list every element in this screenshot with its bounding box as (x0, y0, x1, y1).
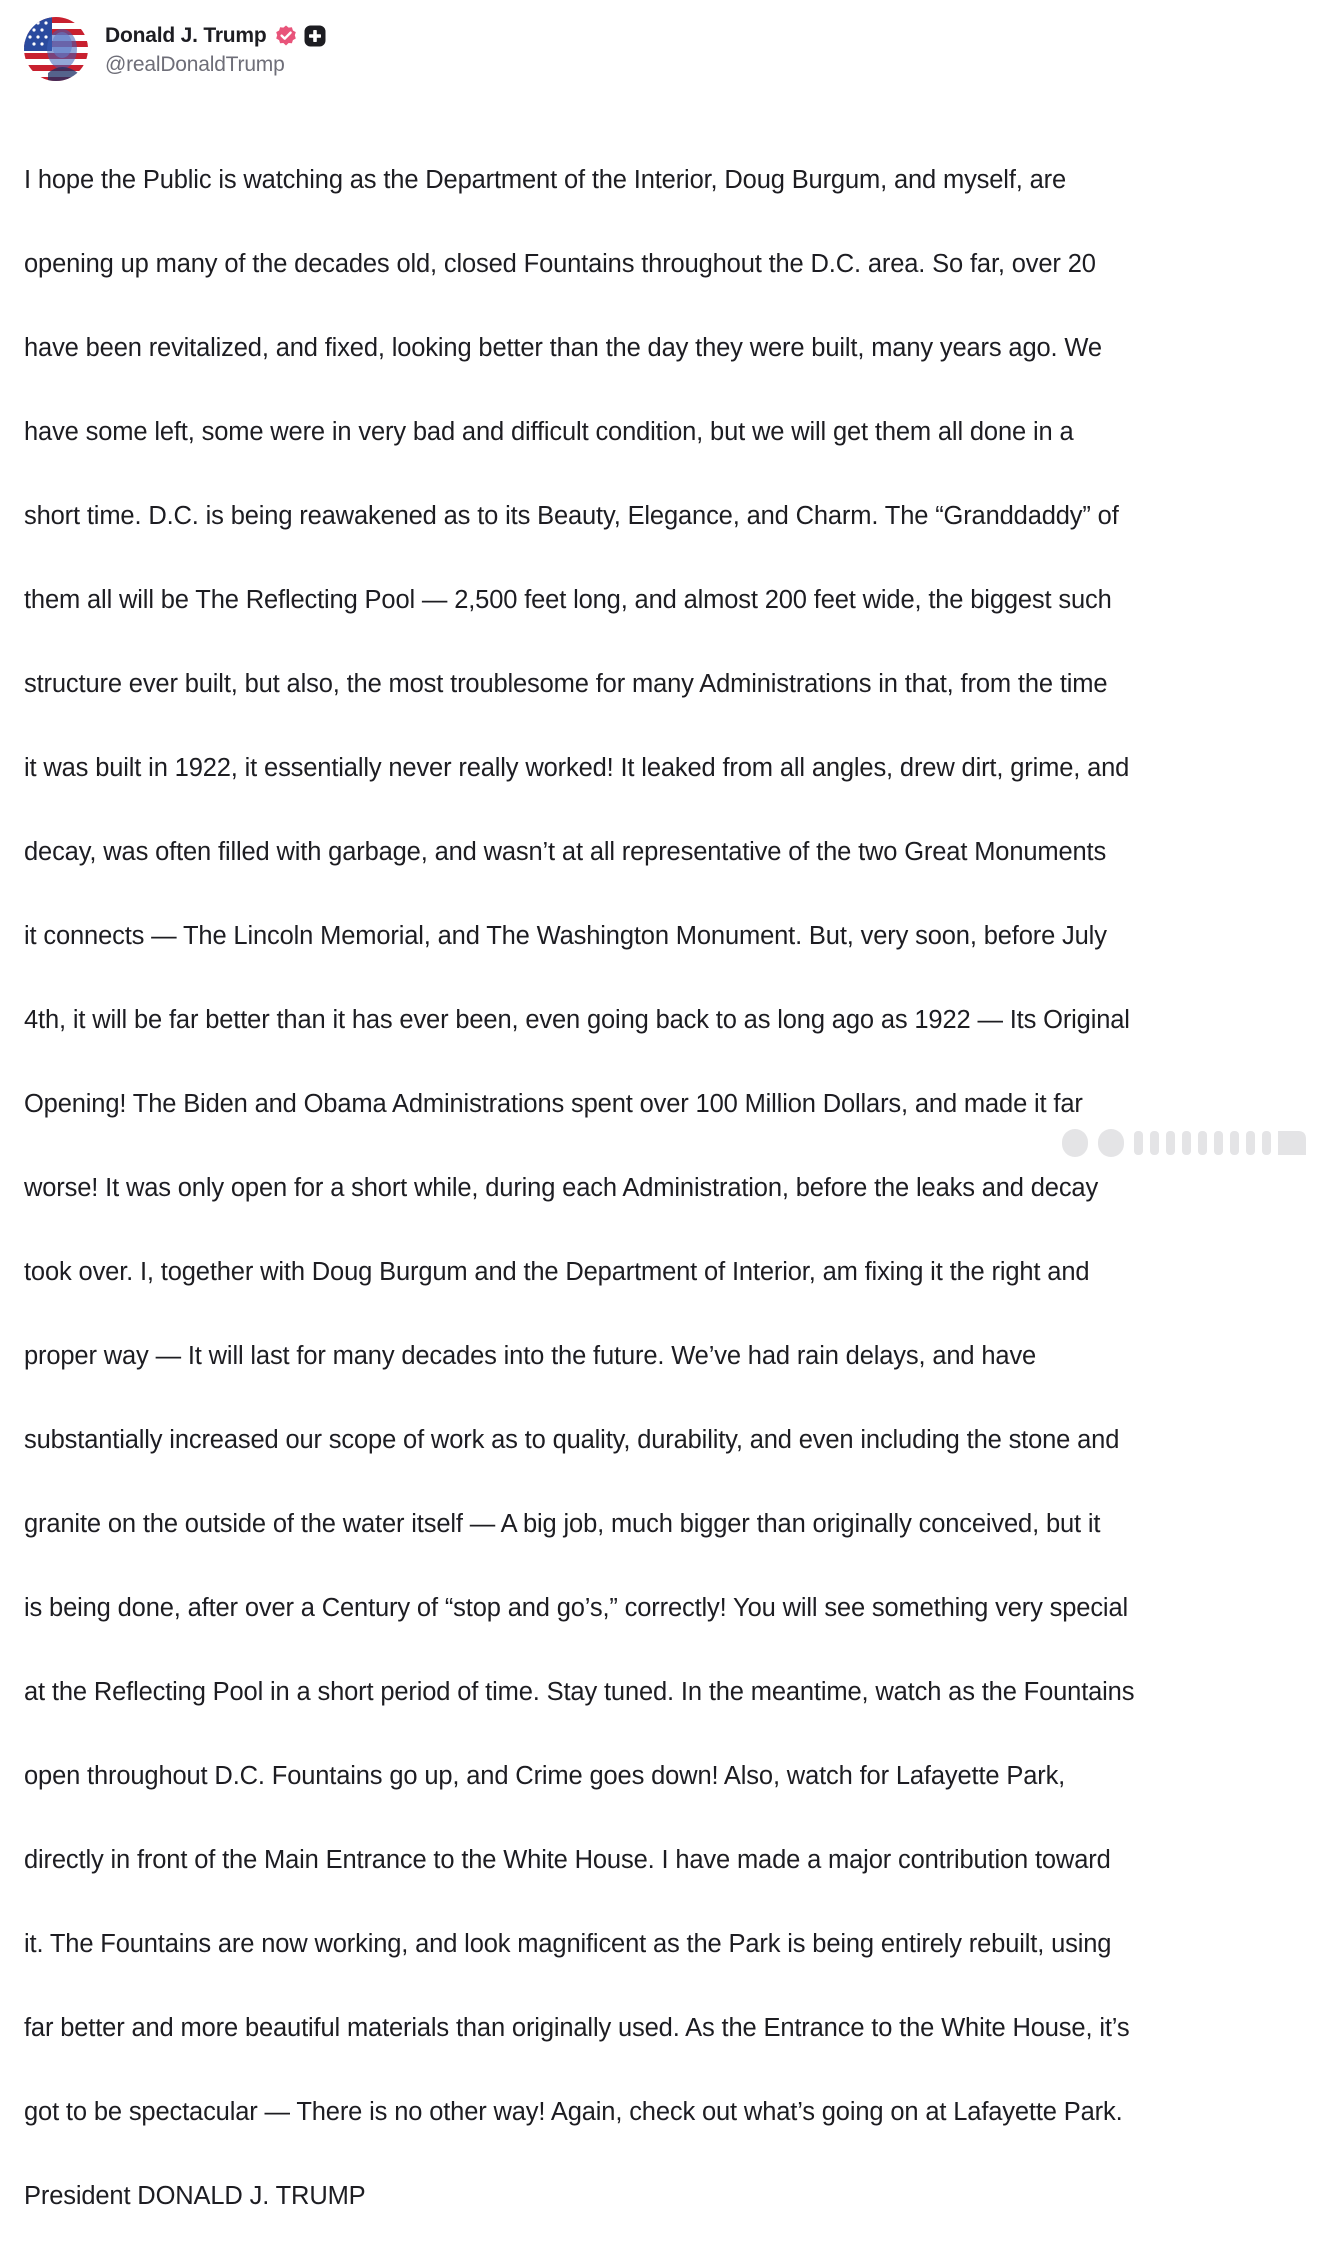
post-body-line: took over. I, together with Doug Burgum and the Department of Interior, am fixing it the right and (24, 1258, 1090, 1286)
post-body-line: short time. D.C. is being reawakened as to its Beauty, Elegance, and Charm. The “Granddaddy” of (24, 502, 1119, 530)
post-body-line: Opening! The Biden and Obama Administrations spent over 100 Million Dollars, and made it far (24, 1090, 1083, 1118)
plus-badge-icon (303, 24, 327, 48)
post-body-line: far better and more beautiful materials than originally used. As the Entrance to the White House, it’s (24, 2014, 1130, 2042)
post-body-line: is being done, after over a Century of “stop and go’s,” correctly! You will see something very special (24, 1594, 1128, 1622)
post-body-line: worse! It was only open for a short while, during each Administration, before the leaks and decay (24, 1174, 1099, 1202)
post-header (24, 17, 327, 81)
verified-badge-icon (274, 24, 298, 48)
post-body-line: 4th, it will be far better than it has ever been, even going back to as long ago as 1922 — Its Original (24, 1006, 1130, 1034)
post-body-line: directly in front of the Main Entrance to the White House. I have made a major contribution toward (24, 1846, 1111, 1874)
post-body-line: substantially increased our scope of work as to quality, durability, and even including the stone and (24, 1426, 1120, 1454)
author-handle[interactable]: @realDonaldTrump (105, 53, 285, 76)
post-body-line: structure ever built, but also, the most troublesome for many Administrations in that, from the time (24, 670, 1108, 698)
post-body-line: open throughout D.C. Fountains go up, and Crime goes down! Also, watch for Lafayette Park, (24, 1762, 1066, 1790)
post-body-line: proper way — It will last for many decades into the future. We’ve had rain delays, and have (24, 1342, 1037, 1370)
post-body-line: it connects — The Lincoln Memorial, and The Washington Monument. But, very soon, before July (24, 922, 1107, 950)
post-body-line: them all will be The Reflecting Pool — 2,500 feet long, and almost 200 feet wide, the biggest such (24, 586, 1112, 614)
author-info (105, 21, 327, 77)
name-row (105, 21, 327, 51)
post-body-line: it was built in 1922, it essentially never really worked! It leaked from all angles, drew dirt, grime, and (24, 754, 1130, 782)
bar-watermark-icon (1058, 1123, 1310, 1163)
post-body-line: at the Reflecting Pool in a short period of time. Stay tuned. In the meantime, watch as the Fountains (24, 1678, 1135, 1706)
avatar-image-icon (24, 17, 88, 81)
flag-portrait-avatar[interactable] (24, 17, 88, 81)
post-signature: President DONALD J. TRUMP (24, 2182, 366, 2210)
post-body-line: I hope the Public is watching as the Department of the Interior, Doug Burgum, and myself, are (24, 166, 1067, 194)
post-body (24, 117, 1304, 2259)
post-body-line: have been revitalized, and fixed, looking better than the day they were built, many years ago. We (24, 334, 1102, 362)
post-body-line: opening up many of the decades old, closed Fountains throughout the D.C. area. So far, over 20 (24, 250, 1096, 278)
display-name[interactable]: Donald J. Trump (105, 24, 267, 47)
post-body-line: have some left, some were in very bad and difficult condition, but we will get them all done in a (24, 418, 1074, 446)
post-body-line: granite on the outside of the water itself — A big job, much bigger than originally conceived, but it (24, 1510, 1101, 1538)
post-body-line: got to be spectacular — There is no other way! Again, check out what’s going on at Lafayette Park. (24, 2098, 1123, 2126)
post-body-line: it. The Fountains are now working, and look magnificent as the Park is being entirely rebuilt, using (24, 1930, 1112, 1958)
post-body-line: decay, was often filled with garbage, and wasn’t at all representative of the two Great Monuments (24, 838, 1107, 866)
